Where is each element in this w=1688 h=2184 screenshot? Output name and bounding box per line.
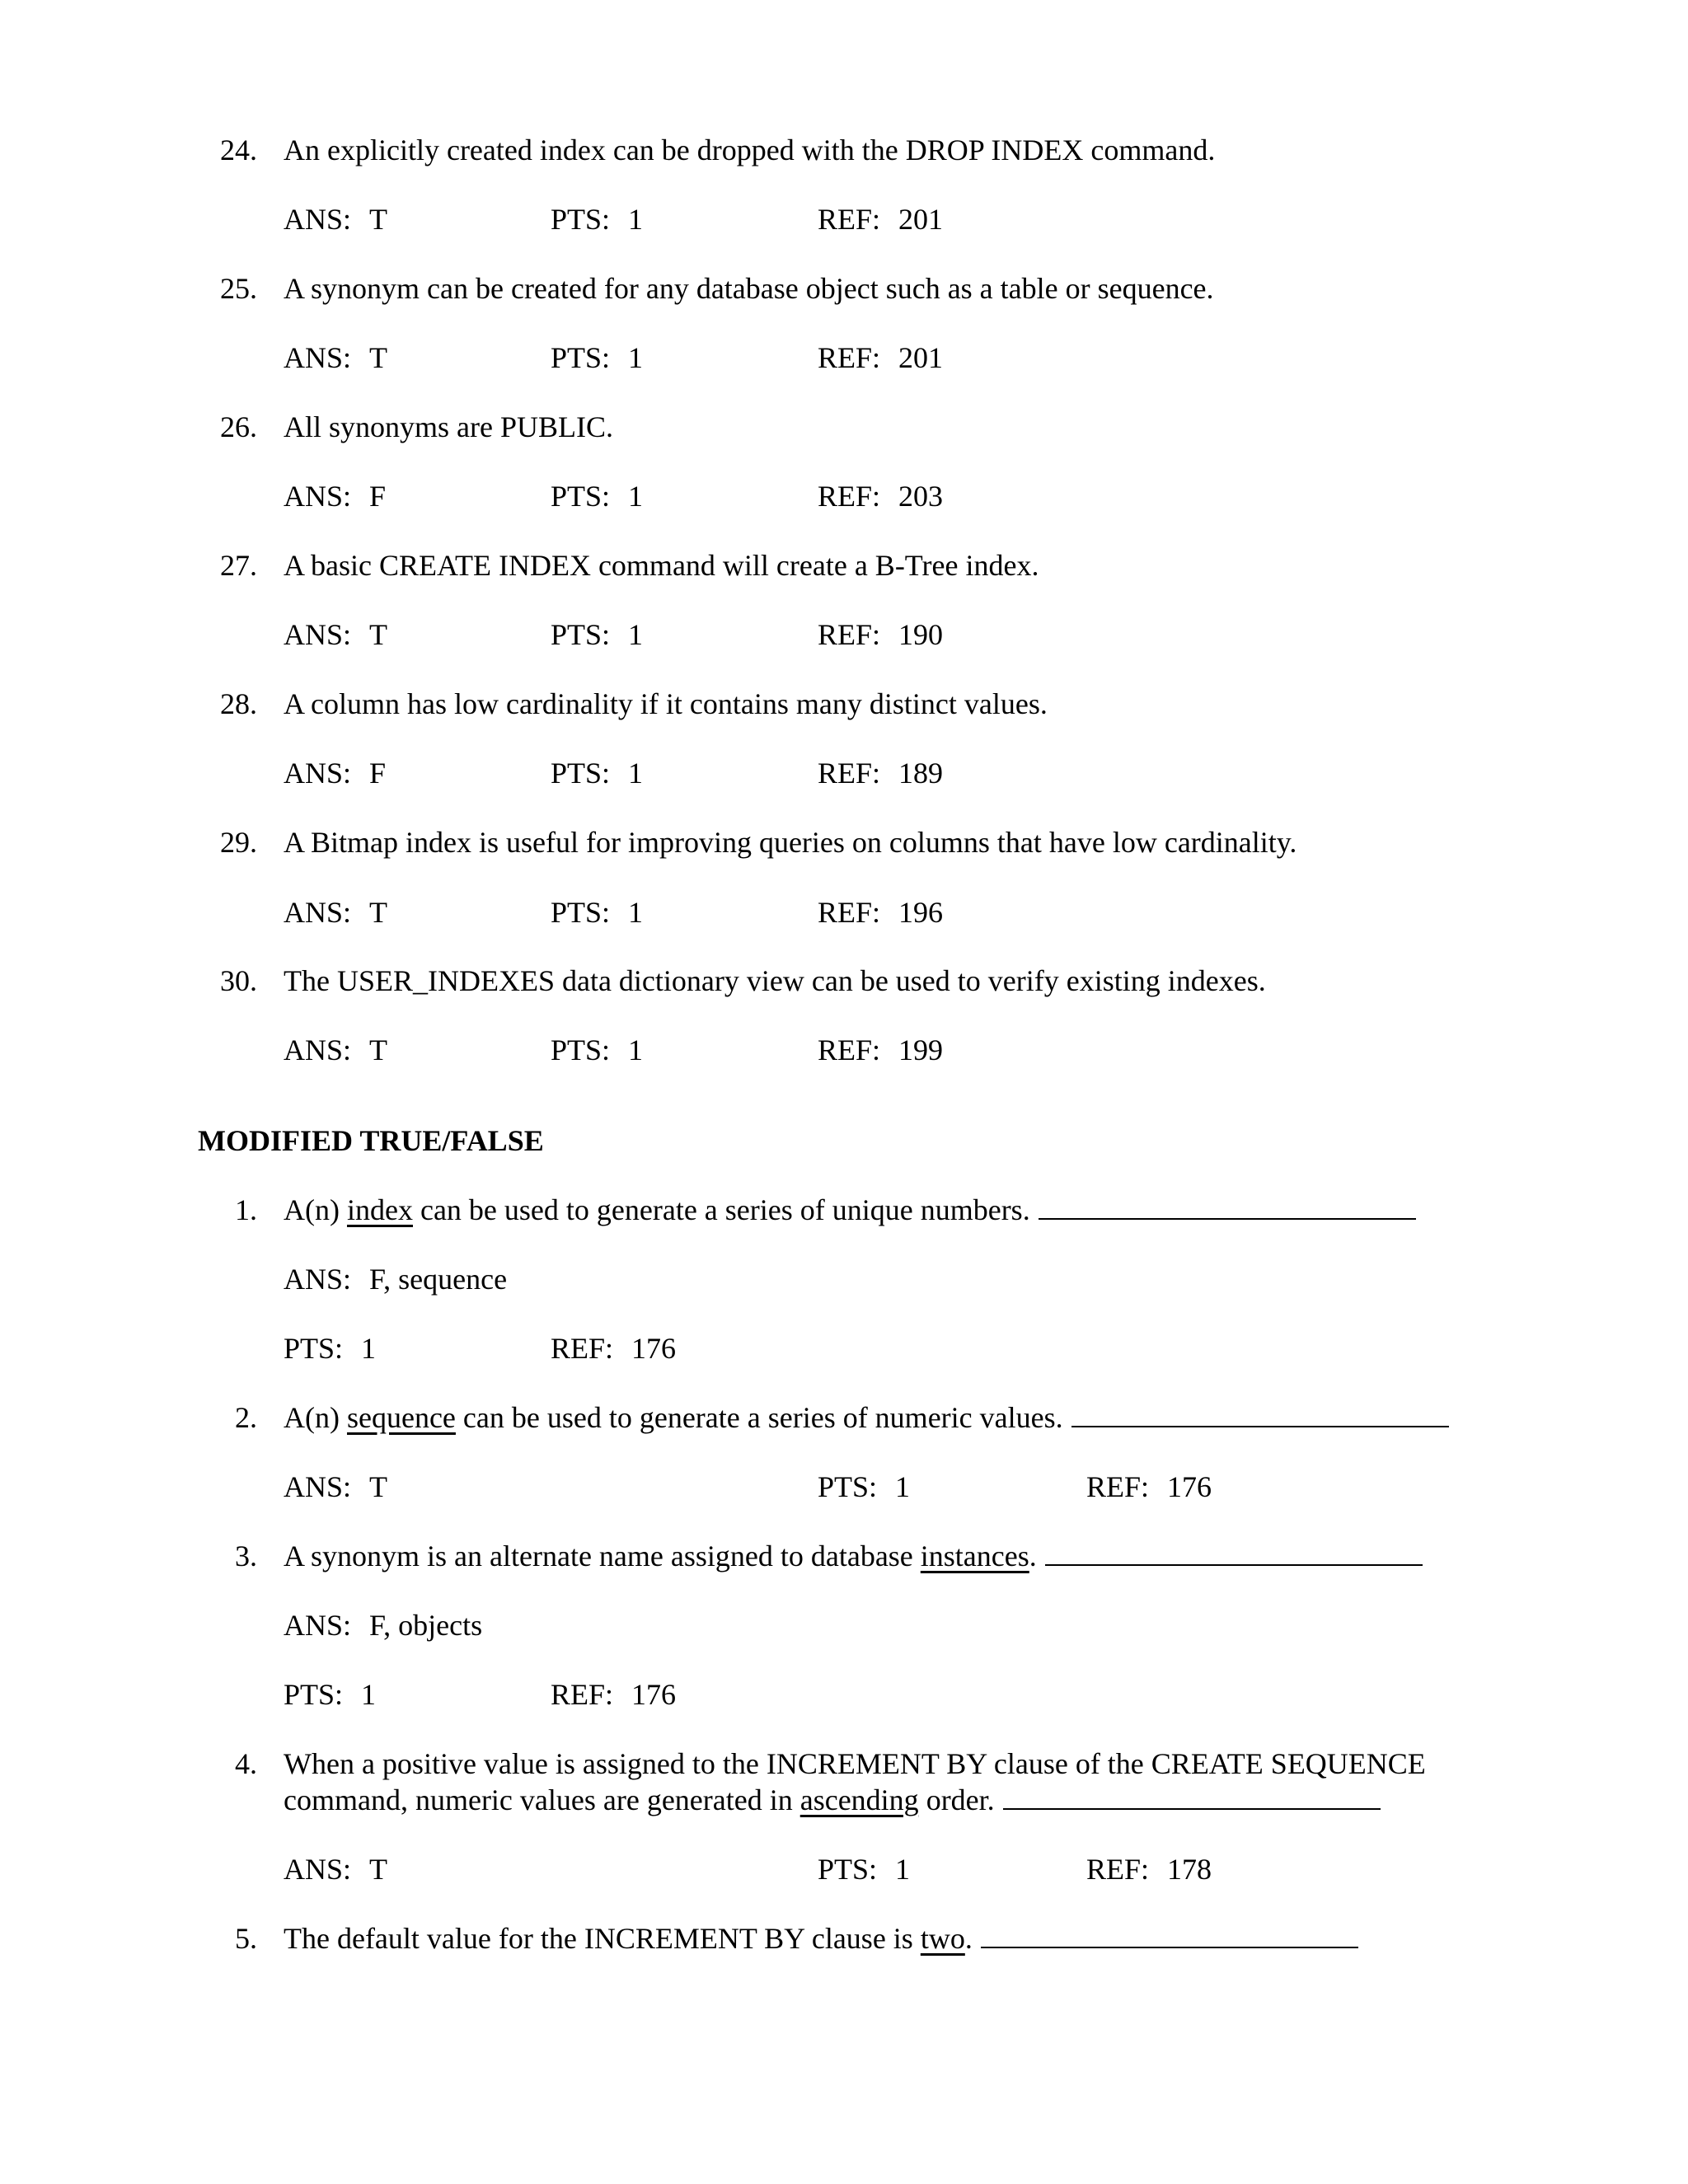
reference-30	[818, 1032, 943, 1068]
reference-25	[818, 340, 943, 376]
question-text	[284, 1538, 1423, 1574]
modified-answer-3	[284, 1607, 482, 1643]
question-number: 5.	[235, 1922, 257, 1955]
ans-label: ANS:	[284, 341, 352, 374]
modified-answer-2	[284, 1469, 387, 1505]
ans-label: ANS:	[284, 1470, 352, 1503]
answer-28	[284, 755, 386, 791]
pts-value: 1	[628, 896, 644, 929]
underlined-term: sequence	[346, 1401, 456, 1434]
answer-26	[284, 478, 386, 514]
reference-29	[818, 894, 943, 930]
modified-reference-1	[551, 1330, 676, 1366]
pts-value: 1	[628, 618, 644, 651]
ref-label: REF:	[818, 618, 881, 651]
ref-label: REF:	[1086, 1853, 1150, 1886]
question-number: 30.	[220, 964, 257, 997]
pts-label: PTS:	[284, 1332, 344, 1365]
answer-30	[284, 1032, 387, 1068]
points-30	[551, 1032, 643, 1068]
question-text: A column has low cardinality if it contains many distinct values.	[284, 687, 1048, 720]
question-text: A basic CREATE INDEX command will create a B-Tree index.	[284, 549, 1039, 582]
pts-value: 1	[628, 341, 644, 374]
question-number: 28.	[220, 687, 257, 720]
points-25	[551, 340, 643, 376]
pts-value: 1	[361, 1678, 377, 1711]
ans-value: F	[369, 480, 387, 513]
ref-value: 176	[1167, 1470, 1212, 1503]
answer-29	[284, 894, 387, 930]
points-29	[551, 894, 643, 930]
pts-label: PTS:	[284, 1678, 344, 1711]
pts-label: PTS:	[551, 203, 611, 236]
ref-value: 201	[898, 341, 944, 374]
text-after: order.	[918, 1783, 995, 1816]
reference-28	[818, 755, 943, 791]
question-number: 2.	[235, 1401, 257, 1434]
answer-blank	[1003, 1783, 1381, 1810]
modified-points-3	[284, 1676, 376, 1713]
answer-blank	[1045, 1540, 1423, 1566]
question-text: A Bitmap index is useful for improving queries on columns that have low cardinality.	[284, 826, 1297, 859]
modified-reference-3	[551, 1676, 676, 1713]
ans-value: T	[369, 896, 388, 929]
modified-answer-4	[284, 1851, 387, 1887]
ref-value: 196	[898, 896, 944, 929]
reference-27	[818, 616, 943, 653]
question-number: 3.	[235, 1540, 257, 1572]
question-number: 4.	[235, 1747, 257, 1780]
question-text	[284, 1920, 1358, 1957]
points-28	[551, 755, 643, 791]
pts-label: PTS:	[818, 1853, 878, 1886]
ref-value: 201	[898, 203, 944, 236]
answer-blank	[1039, 1193, 1416, 1220]
ans-label: ANS:	[284, 1609, 352, 1642]
answer-24	[284, 201, 387, 237]
question-number: 25.	[220, 272, 257, 305]
question-number: 29.	[220, 826, 257, 859]
ans-label: ANS:	[284, 618, 352, 651]
ans-value: T	[369, 1853, 388, 1886]
modified-points-2	[818, 1469, 910, 1505]
ref-value: 178	[1167, 1853, 1212, 1886]
ans-label: ANS:	[284, 1033, 352, 1066]
modified-points-1	[284, 1330, 376, 1366]
underlined-term: index	[346, 1193, 413, 1226]
pts-value: 1	[895, 1853, 911, 1886]
ref-value: 190	[898, 618, 944, 651]
question-text: A synonym can be created for any database object such as a table or sequence.	[284, 272, 1214, 305]
text-before: A synonym is an alternate name assigned to database	[284, 1540, 921, 1572]
ans-label: ANS:	[284, 896, 352, 929]
ans-label: ANS:	[284, 203, 352, 236]
answer-blank	[981, 1922, 1358, 1948]
answer-25	[284, 340, 387, 376]
ans-label: ANS:	[284, 480, 352, 513]
ref-label: REF:	[818, 1033, 881, 1066]
ans-label: ANS:	[284, 1263, 352, 1296]
ans-label: ANS:	[284, 1853, 352, 1886]
pts-label: PTS:	[551, 618, 611, 651]
question-text	[284, 1192, 1416, 1228]
text-after: .	[1029, 1540, 1037, 1572]
ref-label: REF:	[818, 896, 881, 929]
ans-value: F, objects	[369, 1609, 483, 1642]
reference-26	[818, 478, 943, 514]
ans-value: F, sequence	[369, 1263, 508, 1296]
pts-label: PTS:	[818, 1470, 878, 1503]
pts-label: PTS:	[551, 896, 611, 929]
question-number: 1.	[235, 1193, 257, 1226]
question-number: 27.	[220, 549, 257, 582]
answer-blank	[1071, 1401, 1449, 1427]
modified-answer-1	[284, 1261, 507, 1297]
underlined-term: two	[920, 1922, 965, 1955]
modified-reference-4	[1086, 1851, 1212, 1887]
text-before: A(n)	[284, 1401, 347, 1434]
pts-value: 1	[628, 757, 644, 790]
ref-label: REF:	[1086, 1470, 1150, 1503]
ans-value: T	[369, 1033, 388, 1066]
ref-label: REF:	[818, 757, 881, 790]
ref-label: REF:	[551, 1678, 614, 1711]
modified-reference-2	[1086, 1469, 1212, 1505]
ref-value: 199	[898, 1033, 944, 1066]
points-24	[551, 201, 643, 237]
text-before: The default value for the INCREMENT BY clause is	[284, 1922, 921, 1955]
ref-value: 176	[631, 1678, 677, 1711]
text-before: command, numeric values are generated in	[284, 1783, 800, 1816]
question-text: An explicitly created index can be dropped with the DROP INDEX command.	[284, 134, 1216, 166]
question-text-line-1: When a positive value is assigned to the INCREMENT BY clause of the CREATE SEQUENCE	[284, 1747, 1426, 1780]
question-number: 24.	[220, 134, 257, 166]
ans-value: F	[369, 757, 387, 790]
modified-points-4	[818, 1851, 910, 1887]
pts-label: PTS:	[551, 480, 611, 513]
ref-label: REF:	[818, 341, 881, 374]
text-before: A(n)	[284, 1193, 347, 1226]
question-text: The USER_INDEXES data dictionary view can be used to verify existing indexes.	[284, 964, 1266, 997]
points-27	[551, 616, 643, 653]
pts-value: 1	[628, 203, 644, 236]
question-number: 26.	[220, 410, 257, 443]
pts-value: 1	[628, 1033, 644, 1066]
question-text-line-2	[284, 1782, 1381, 1818]
ref-label: REF:	[551, 1332, 614, 1365]
section-heading: MODIFIED TRUE/FALSE	[198, 1124, 544, 1157]
ans-value: T	[369, 1470, 388, 1503]
ref-value: 176	[631, 1332, 677, 1365]
answer-27	[284, 616, 387, 653]
ref-value: 203	[898, 480, 944, 513]
ans-value: T	[369, 618, 388, 651]
text-after: can be used to generate a series of numeric values.	[455, 1401, 1063, 1434]
ref-value: 189	[898, 757, 944, 790]
ans-value: T	[369, 341, 388, 374]
points-26	[551, 478, 643, 514]
ref-label: REF:	[818, 203, 881, 236]
reference-24	[818, 201, 943, 237]
ref-label: REF:	[818, 480, 881, 513]
text-after: can be used to generate a series of unique numbers.	[412, 1193, 1030, 1226]
text-after: .	[964, 1922, 973, 1955]
underlined-term: instances	[920, 1540, 1029, 1572]
underlined-term: ascending	[799, 1783, 919, 1816]
question-text: All synonyms are PUBLIC.	[284, 410, 613, 443]
pts-value: 1	[628, 480, 644, 513]
ans-label: ANS:	[284, 757, 352, 790]
pts-value: 1	[361, 1332, 377, 1365]
question-text	[284, 1399, 1449, 1436]
pts-label: PTS:	[551, 1033, 611, 1066]
pts-value: 1	[895, 1470, 911, 1503]
ans-value: T	[369, 203, 388, 236]
pts-label: PTS:	[551, 341, 611, 374]
pts-label: PTS:	[551, 757, 611, 790]
